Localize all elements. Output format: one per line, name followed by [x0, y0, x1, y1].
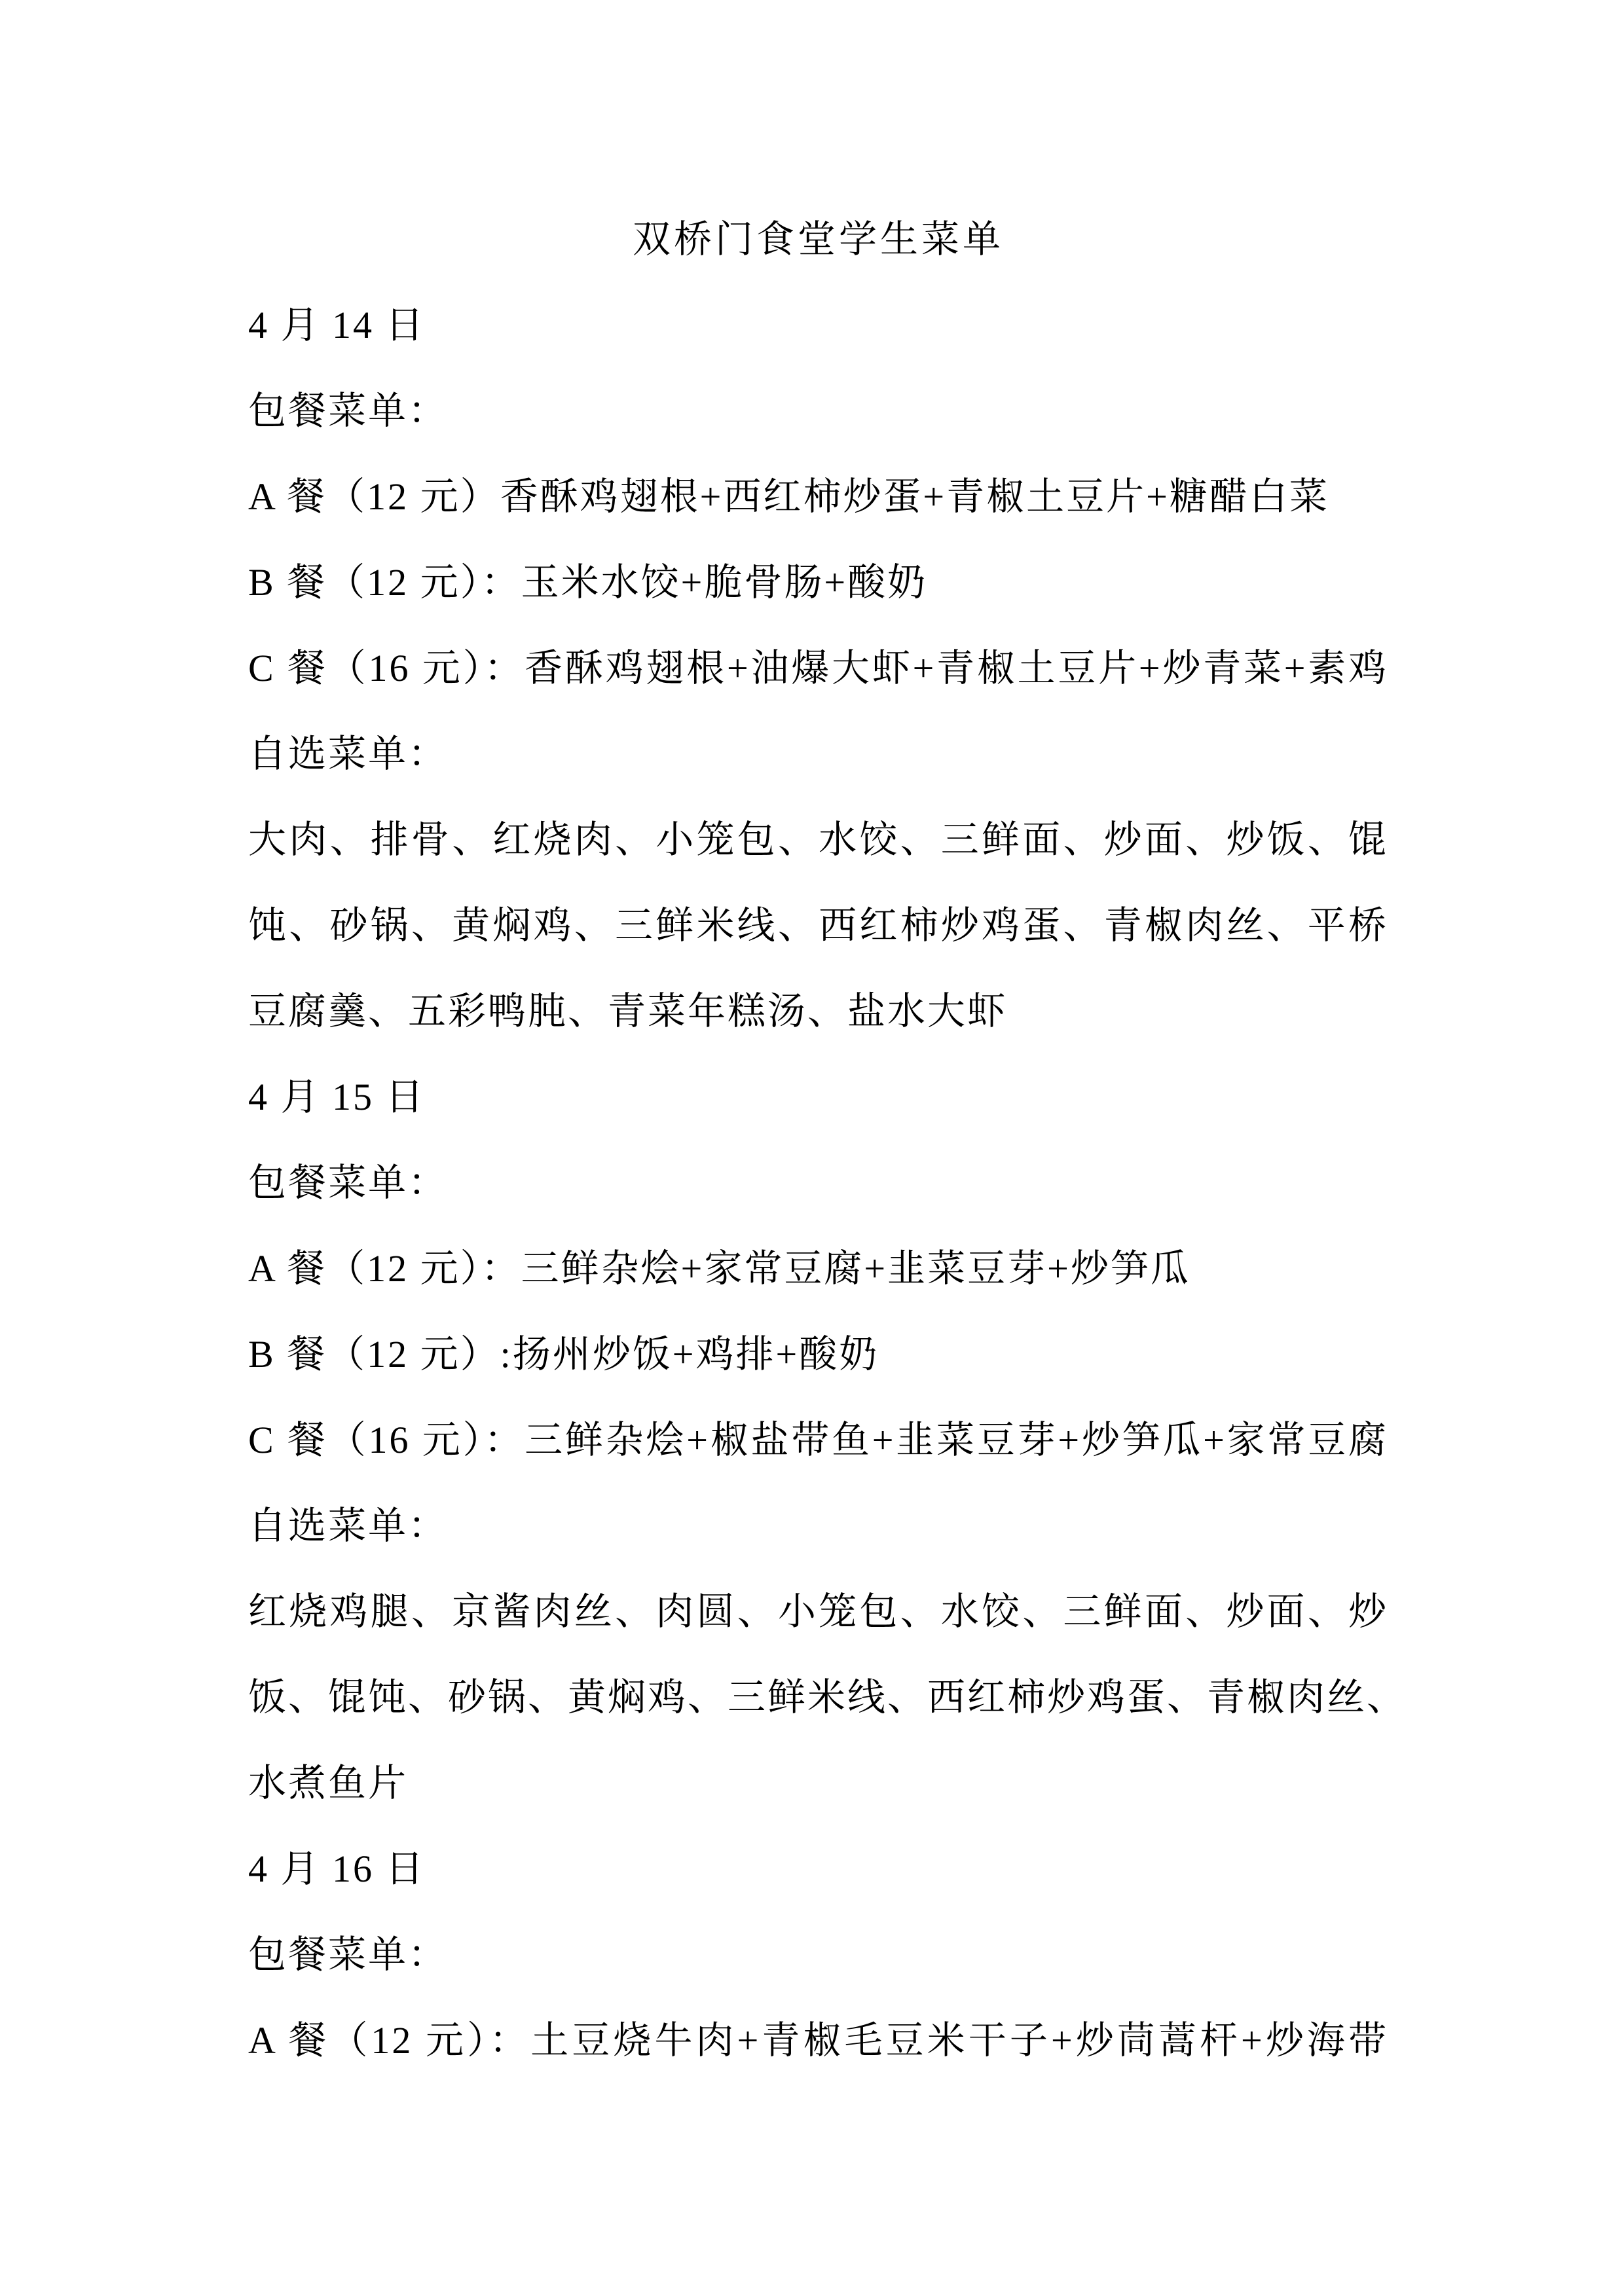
a-la-carte-heading: 自选菜单： — [248, 733, 449, 775]
day-section-apr-14 — [248, 282, 1388, 1054]
set-meal-a: A 餐（12 元）香酥鸡翅根+西红柿炒蛋+青椒土豆片+糖醋白菜 — [248, 475, 1329, 518]
set-menu-heading: 包餐菜单： — [248, 390, 449, 432]
a-la-carte-line: 饭、馄饨、砂锅、黄焖鸡、三鲜米线、西红柿炒鸡蛋、青椒肉丝、 — [248, 1676, 1407, 1719]
set-meal-c: C 餐（16 元）：三鲜杂烩+椒盐带鱼+韭菜豆芽+炒笋瓜+家常豆腐 — [248, 1419, 1388, 1461]
a-la-carte-line: 大肉、排骨、红烧肉、小笼包、水饺、三鲜面、炒面、炒饭、馄 — [248, 818, 1388, 861]
set-meal-a: A 餐（12 元）：土豆烧牛肉+青椒毛豆米干子+炒茼蒿杆+炒海带 — [248, 2019, 1388, 2062]
date-heading: 4 月 16 日 — [248, 1848, 426, 1890]
set-meal-c: C 餐（16 元）：香酥鸡翅根+油爆大虾+青椒土豆片+炒青菜+素鸡 — [248, 647, 1388, 689]
date-heading: 4 月 15 日 — [248, 1076, 426, 1118]
a-la-carte-line: 红烧鸡腿、京酱肉丝、肉圆、小笼包、水饺、三鲜面、炒面、炒 — [248, 1590, 1388, 1633]
set-menu-heading: 包餐菜单： — [248, 1933, 449, 1976]
menu-body — [248, 196, 1407, 2083]
a-la-carte-line: 饨、砂锅、黄焖鸡、三鲜米线、西红柿炒鸡蛋、青椒肉丝、平桥 — [248, 904, 1388, 947]
set-meal-b: B 餐（12 元）：玉米水饺+脆骨肠+酸奶 — [248, 561, 928, 604]
day-section-apr-15 — [248, 1054, 1407, 1826]
set-meal-b: B 餐（12 元）:扬州炒饭+鸡排+酸奶 — [248, 1333, 879, 1376]
day-section-apr-16 — [248, 1826, 1388, 2083]
set-menu-heading: 包餐菜单： — [248, 1161, 449, 1204]
a-la-carte-line: 豆腐羹、五彩鸭肫、青菜年糕汤、盐水大虾 — [248, 990, 1008, 1032]
document-title: 双桥门食堂学生菜单 — [632, 218, 1004, 261]
set-meal-a: A 餐（12 元）：三鲜杂烩+家常豆腐+韭菜豆芽+炒笋瓜 — [248, 1247, 1190, 1290]
a-la-carte-heading: 自选菜单： — [248, 1504, 449, 1547]
a-la-carte-line: 水煮鱼片 — [248, 1762, 409, 1804]
date-heading: 4 月 14 日 — [248, 304, 426, 346]
